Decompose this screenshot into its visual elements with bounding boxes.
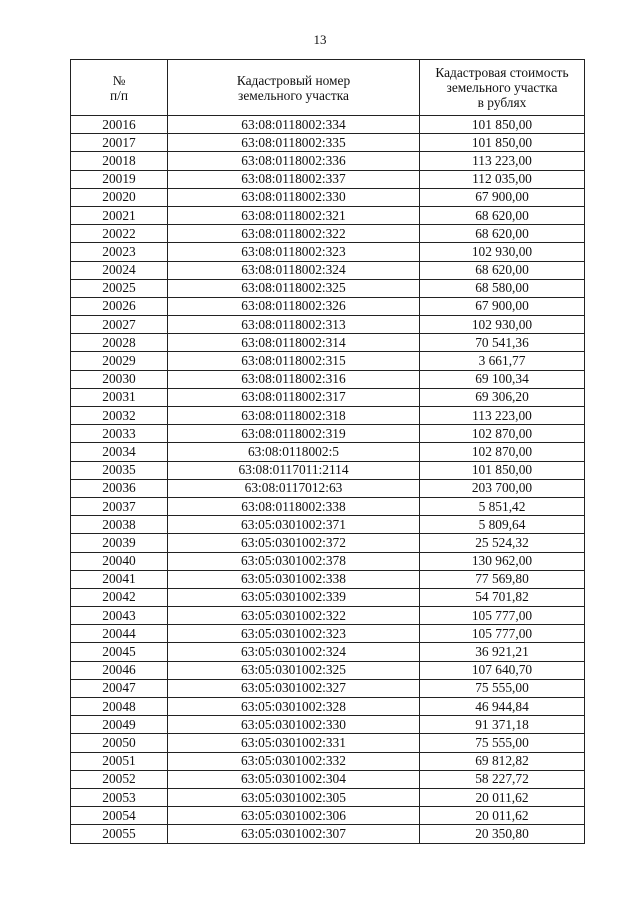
cadastral-number-cell: 63:05:0301002:372	[168, 534, 420, 552]
cadastral-value-cell: 75 555,00	[420, 679, 585, 697]
row-number-cell: 20017	[71, 134, 168, 152]
table-row	[71, 134, 585, 152]
row-number-cell: 20035	[71, 461, 168, 479]
header-cadastral-value-line-3: в рублях	[477, 95, 527, 110]
table-body	[71, 116, 585, 844]
header-num-line-1: №	[112, 72, 126, 88]
table-row	[71, 479, 585, 497]
cadastral-value-cell: 5 851,42	[420, 497, 585, 515]
cadastral-number-cell: 63:08:0118002:316	[168, 370, 420, 388]
cadastral-number-cell: 63:05:0301002:324	[168, 643, 420, 661]
row-number-cell: 20023	[71, 243, 168, 261]
table-row	[71, 679, 585, 697]
cadastral-value-cell: 130 962,00	[420, 552, 585, 570]
cadastral-value-cell: 20 011,62	[420, 788, 585, 806]
row-number-cell: 20033	[71, 425, 168, 443]
cadastral-value-cell: 70 541,36	[420, 334, 585, 352]
table-row	[71, 625, 585, 643]
cadastral-number-cell: 63:08:0118002:338	[168, 497, 420, 515]
cadastral-number-cell: 63:08:0118002:321	[168, 206, 420, 224]
cadastral-number-cell: 63:08:0118002:337	[168, 170, 420, 188]
cadastral-number-cell: 63:05:0301002:323	[168, 625, 420, 643]
row-number-cell: 20027	[71, 316, 168, 334]
table-row	[71, 534, 585, 552]
row-number-cell: 20024	[71, 261, 168, 279]
cadastral-value-cell: 102 870,00	[420, 425, 585, 443]
cadastral-number-cell: 63:05:0301002:322	[168, 607, 420, 625]
table-row	[71, 643, 585, 661]
row-number-cell: 20021	[71, 206, 168, 224]
row-number-cell: 20041	[71, 570, 168, 588]
cadastral-value-cell: 68 620,00	[420, 261, 585, 279]
row-number-cell: 20026	[71, 297, 168, 315]
cadastral-value-cell: 102 870,00	[420, 443, 585, 461]
table-row	[71, 225, 585, 243]
table-row	[71, 388, 585, 406]
cadastral-value-cell: 20 011,62	[420, 807, 585, 825]
row-number-cell: 20045	[71, 643, 168, 661]
cadastral-number-cell: 63:05:0301002:328	[168, 698, 420, 716]
table-row	[71, 352, 585, 370]
row-number-cell: 20028	[71, 334, 168, 352]
cadastral-number-cell: 63:08:0118002:335	[168, 134, 420, 152]
table-row	[71, 588, 585, 606]
cadastral-number-cell: 63:05:0301002:327	[168, 679, 420, 697]
cadastral-number-cell: 63:05:0301002:325	[168, 661, 420, 679]
row-number-cell: 20020	[71, 188, 168, 206]
header-cadastral-number-line-2: земельного участка	[238, 87, 349, 103]
cadastral-value-cell: 67 900,00	[420, 297, 585, 315]
cadastral-value-cell: 3 661,77	[420, 352, 585, 370]
row-number-cell: 20037	[71, 497, 168, 515]
row-number-cell: 20046	[71, 661, 168, 679]
row-number-cell: 20050	[71, 734, 168, 752]
row-number-cell: 20019	[71, 170, 168, 188]
cadastral-value-cell: 46 944,84	[420, 698, 585, 716]
cadastral-value-cell: 105 777,00	[420, 625, 585, 643]
row-number-cell: 20052	[71, 770, 168, 788]
cadastral-value-cell: 5 809,64	[420, 516, 585, 534]
table-row	[71, 297, 585, 315]
cadastral-number-cell: 63:05:0301002:305	[168, 788, 420, 806]
cadastral-number-cell: 63:08:0118002:325	[168, 279, 420, 297]
row-number-cell: 20034	[71, 443, 168, 461]
row-number-cell: 20049	[71, 716, 168, 734]
table-row	[71, 152, 585, 170]
row-number-cell: 20038	[71, 516, 168, 534]
cadastral-number-cell: 63:05:0301002:338	[168, 570, 420, 588]
cadastral-number-cell: 63:08:0118002:317	[168, 388, 420, 406]
cadastral-value-cell: 113 223,00	[420, 152, 585, 170]
table-row	[71, 807, 585, 825]
cadastral-number-cell: 63:08:0118002:324	[168, 261, 420, 279]
cadastral-value-cell: 101 850,00	[420, 461, 585, 479]
cadastral-value-cell: 58 227,72	[420, 770, 585, 788]
cadastral-number-cell: 63:08:0118002:313	[168, 316, 420, 334]
cadastral-number-cell: 63:08:0118002:5	[168, 443, 420, 461]
row-number-cell: 20029	[71, 352, 168, 370]
table-row	[71, 316, 585, 334]
row-number-cell: 20051	[71, 752, 168, 770]
cadastral-number-cell: 63:08:0118002:323	[168, 243, 420, 261]
row-number-cell: 20048	[71, 698, 168, 716]
cadastral-value-cell: 91 371,18	[420, 716, 585, 734]
cadastral-table	[70, 59, 585, 844]
cadastral-number-cell: 63:05:0301002:331	[168, 734, 420, 752]
row-number-cell: 20031	[71, 388, 168, 406]
header-cadastral-number	[168, 60, 420, 116]
row-number-cell: 20043	[71, 607, 168, 625]
cadastral-value-cell: 102 930,00	[420, 243, 585, 261]
table-row	[71, 497, 585, 515]
cadastral-number-cell: 63:08:0118002:330	[168, 188, 420, 206]
row-number-cell: 20030	[71, 370, 168, 388]
cadastral-number-cell: 63:05:0301002:339	[168, 588, 420, 606]
row-number-cell: 20053	[71, 788, 168, 806]
table-row	[71, 461, 585, 479]
cadastral-value-cell: 68 620,00	[420, 225, 585, 243]
cadastral-number-cell: 63:08:0118002:314	[168, 334, 420, 352]
table-row	[71, 407, 585, 425]
row-number-cell: 20042	[71, 588, 168, 606]
cadastral-number-cell: 63:08:0118002:318	[168, 407, 420, 425]
cadastral-number-cell: 63:08:0118002:315	[168, 352, 420, 370]
cadastral-value-cell: 105 777,00	[420, 607, 585, 625]
cadastral-value-cell: 101 850,00	[420, 134, 585, 152]
header-cadastral-value	[420, 60, 585, 116]
cadastral-number-cell: 63:08:0118002:322	[168, 225, 420, 243]
page-number: 13	[313, 32, 327, 47]
table-row	[71, 243, 585, 261]
cadastral-value-cell: 67 900,00	[420, 188, 585, 206]
table-row	[71, 770, 585, 788]
cadastral-number-cell: 63:08:0117012:63	[168, 479, 420, 497]
table-row	[71, 334, 585, 352]
cadastral-number-cell: 63:08:0118002:326	[168, 297, 420, 315]
cadastral-value-cell: 69 100,34	[420, 370, 585, 388]
row-number-cell: 20025	[71, 279, 168, 297]
cadastral-value-cell: 102 930,00	[420, 316, 585, 334]
cadastral-value-cell: 107 640,70	[420, 661, 585, 679]
header-num-line-2: п/п	[109, 87, 129, 103]
cadastral-value-cell: 68 620,00	[420, 206, 585, 224]
row-number-cell: 20047	[71, 679, 168, 697]
cadastral-value-cell: 69 812,82	[420, 752, 585, 770]
table-row	[71, 370, 585, 388]
table-row	[71, 425, 585, 443]
cadastral-number-cell: 63:05:0301002:306	[168, 807, 420, 825]
cadastral-number-cell: 63:05:0301002:304	[168, 770, 420, 788]
row-number-cell: 20055	[71, 825, 168, 843]
table-row	[71, 170, 585, 188]
cadastral-value-cell: 101 850,00	[420, 116, 585, 134]
cadastral-number-cell: 63:05:0301002:332	[168, 752, 420, 770]
cadastral-number-cell: 63:05:0301002:330	[168, 716, 420, 734]
row-number-cell: 20036	[71, 479, 168, 497]
row-number-cell: 20018	[71, 152, 168, 170]
table-row	[71, 607, 585, 625]
row-number-cell: 20040	[71, 552, 168, 570]
cadastral-number-cell: 63:05:0301002:307	[168, 825, 420, 843]
table-row	[71, 570, 585, 588]
cadastral-value-cell: 203 700,00	[420, 479, 585, 497]
table-row	[71, 752, 585, 770]
header-row	[71, 60, 585, 116]
cadastral-number-cell: 63:08:0118002:336	[168, 152, 420, 170]
table-row	[71, 661, 585, 679]
cadastral-number-cell: 63:05:0301002:371	[168, 516, 420, 534]
cadastral-value-cell: 77 569,80	[420, 570, 585, 588]
row-number-cell: 20054	[71, 807, 168, 825]
header-cadastral-value-line-1: Кадастровая стоимость	[435, 65, 569, 80]
cadastral-number-cell: 63:08:0117011:2114	[168, 461, 420, 479]
table-row	[71, 261, 585, 279]
row-number-cell: 20016	[71, 116, 168, 134]
row-number-cell: 20039	[71, 534, 168, 552]
cadastral-number-cell: 63:08:0118002:319	[168, 425, 420, 443]
cadastral-value-cell: 54 701,82	[420, 588, 585, 606]
table-row	[71, 716, 585, 734]
header-cadastral-value-line-2: земельного участка	[446, 80, 558, 95]
table-row	[71, 116, 585, 134]
cadastral-number-cell: 63:08:0118002:334	[168, 116, 420, 134]
table-row	[71, 698, 585, 716]
table-row	[71, 825, 585, 843]
cadastral-value-cell: 25 524,32	[420, 534, 585, 552]
table-row	[71, 788, 585, 806]
cadastral-value-cell: 75 555,00	[420, 734, 585, 752]
header-cadastral-number-line-1: Кадастровый номер	[236, 72, 351, 88]
header-num	[71, 60, 168, 116]
cadastral-value-cell: 113 223,00	[420, 407, 585, 425]
table-row	[71, 516, 585, 534]
cadastral-value-cell: 112 035,00	[420, 170, 585, 188]
table-row	[71, 443, 585, 461]
table-row	[71, 279, 585, 297]
cadastral-value-cell: 69 306,20	[420, 388, 585, 406]
row-number-cell: 20044	[71, 625, 168, 643]
table-row	[71, 552, 585, 570]
table-row	[71, 734, 585, 752]
cadastral-value-cell: 68 580,00	[420, 279, 585, 297]
row-number-cell: 20032	[71, 407, 168, 425]
table-header	[71, 60, 585, 116]
cadastral-value-cell: 20 350,80	[420, 825, 585, 843]
table-row	[71, 206, 585, 224]
row-number-cell: 20022	[71, 225, 168, 243]
cadastral-number-cell: 63:05:0301002:378	[168, 552, 420, 570]
table-row	[71, 188, 585, 206]
cadastral-value-cell: 36 921,21	[420, 643, 585, 661]
